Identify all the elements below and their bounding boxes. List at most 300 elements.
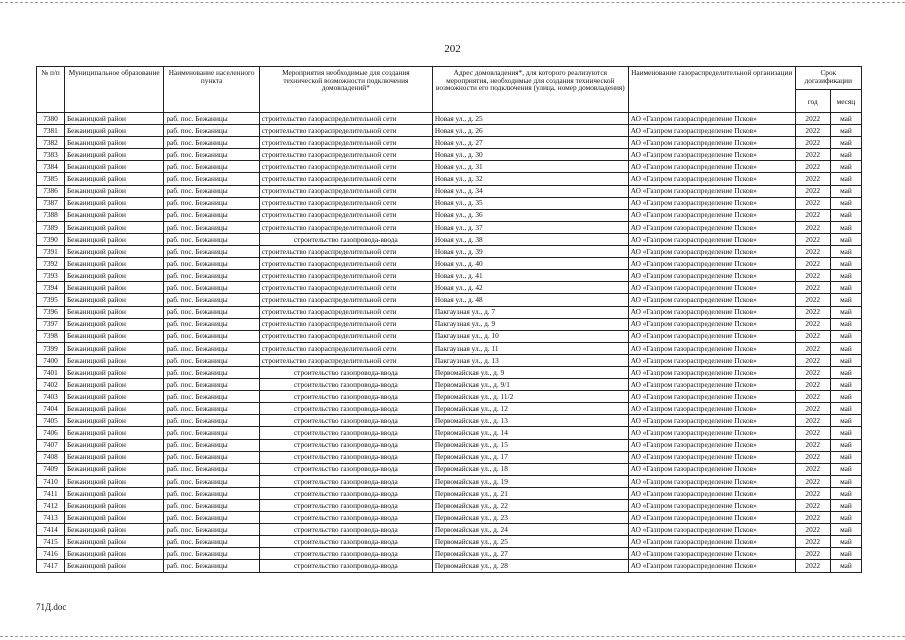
cell-municipality: Бежаницкий район <box>64 161 163 173</box>
cell-num: 7382 <box>37 137 65 149</box>
cell-address: Первомайская ул., д. 27 <box>432 548 628 560</box>
cell-address: Новая ул., д. 40 <box>432 258 628 270</box>
cell-year: 2022 <box>795 149 830 161</box>
table-row <box>37 113 862 125</box>
cell-organization: АО «Газпром газораспределение Псков» <box>628 415 795 427</box>
header-address: Адрес домовладения*, для которого реализуются мероприятия, необходимые для создания технической возможности его подключения (улица, номер домовладения) <box>432 67 628 113</box>
cell-locality: раб. пос. Бежаницы <box>164 403 259 415</box>
cell-locality: раб. пос. Бежаницы <box>164 524 259 536</box>
cell-year: 2022 <box>795 282 830 294</box>
cell-address: Новая ул., д. 26 <box>432 125 628 137</box>
cell-month: май <box>830 500 861 512</box>
cell-organization: АО «Газпром газораспределение Псков» <box>628 487 795 499</box>
cell-organization: АО «Газпром газораспределение Псков» <box>628 342 795 354</box>
cell-organization: АО «Газпром газораспределение Псков» <box>628 366 795 378</box>
cell-activity: строительство газораспределительной сети <box>259 282 432 294</box>
cell-num: 7387 <box>37 197 65 209</box>
cell-organization: АО «Газпром газораспределение Псков» <box>628 548 795 560</box>
cell-num: 7410 <box>37 475 65 487</box>
cell-num: 7401 <box>37 366 65 378</box>
cell-municipality: Бежаницкий район <box>64 270 163 282</box>
scan-edge-top <box>0 2 905 3</box>
cell-activity: строительство газораспределительной сети <box>259 246 432 258</box>
cell-year: 2022 <box>795 475 830 487</box>
cell-month: май <box>830 415 861 427</box>
table-row <box>37 270 862 282</box>
cell-year: 2022 <box>795 379 830 391</box>
cell-municipality: Бежаницкий район <box>64 246 163 258</box>
table-row <box>37 487 862 499</box>
cell-activity: строительство газораспределительной сети <box>259 342 432 354</box>
cell-locality: раб. пос. Бежаницы <box>164 294 259 306</box>
table-row <box>37 415 862 427</box>
cell-num: 7400 <box>37 354 65 366</box>
cell-year: 2022 <box>795 197 830 209</box>
table-row <box>37 161 862 173</box>
cell-month: май <box>830 125 861 137</box>
table-row <box>37 185 862 197</box>
table-row <box>37 282 862 294</box>
table-row <box>37 463 862 475</box>
cell-month: май <box>830 161 861 173</box>
table-row <box>37 475 862 487</box>
cell-municipality: Бежаницкий район <box>64 439 163 451</box>
cell-organization: АО «Газпром газораспределение Псков» <box>628 246 795 258</box>
cell-organization: АО «Газпром газораспределение Псков» <box>628 439 795 451</box>
cell-year: 2022 <box>795 233 830 245</box>
table-row <box>37 125 862 137</box>
table-row <box>37 342 862 354</box>
cell-year: 2022 <box>795 113 830 125</box>
cell-address: Новая ул., д. 30 <box>432 149 628 161</box>
cell-activity: строительство газораспределительной сети <box>259 113 432 125</box>
cell-activity: строительство газораспределительной сети <box>259 185 432 197</box>
cell-locality: раб. пос. Бежаницы <box>164 415 259 427</box>
cell-address: Новая ул., д. 38 <box>432 233 628 245</box>
cell-organization: АО «Газпром газораспределение Псков» <box>628 463 795 475</box>
gasification-table <box>36 66 862 573</box>
cell-month: май <box>830 221 861 233</box>
table-row <box>37 427 862 439</box>
cell-year: 2022 <box>795 318 830 330</box>
cell-num: 7407 <box>37 439 65 451</box>
cell-locality: раб. пос. Бежаницы <box>164 439 259 451</box>
cell-num: 7404 <box>37 403 65 415</box>
table-row <box>37 391 862 403</box>
cell-organization: АО «Газпром газораспределение Псков» <box>628 185 795 197</box>
cell-municipality: Бежаницкий район <box>64 294 163 306</box>
cell-num: 7416 <box>37 548 65 560</box>
cell-month: май <box>830 330 861 342</box>
cell-year: 2022 <box>795 524 830 536</box>
cell-address: Первомайская ул., д. 11/2 <box>432 391 628 403</box>
cell-locality: раб. пос. Бежаницы <box>164 451 259 463</box>
cell-address: Первомайская ул., д. 23 <box>432 512 628 524</box>
cell-month: май <box>830 487 861 499</box>
cell-municipality: Бежаницкий район <box>64 487 163 499</box>
cell-address: Первомайская ул., д. 24 <box>432 524 628 536</box>
cell-year: 2022 <box>795 403 830 415</box>
cell-year: 2022 <box>795 125 830 137</box>
cell-address: Новая ул., д. 27 <box>432 137 628 149</box>
cell-activity: строительство газопровода-ввода <box>259 500 432 512</box>
cell-year: 2022 <box>795 294 830 306</box>
cell-activity: строительство газопровода-ввода <box>259 427 432 439</box>
cell-year: 2022 <box>795 500 830 512</box>
cell-municipality: Бежаницкий район <box>64 536 163 548</box>
cell-locality: раб. пос. Бежаницы <box>164 536 259 548</box>
cell-organization: АО «Газпром газораспределение Псков» <box>628 173 795 185</box>
cell-month: май <box>830 391 861 403</box>
table-row <box>37 330 862 342</box>
cell-address: Первомайская ул., д. 18 <box>432 463 628 475</box>
cell-municipality: Бежаницкий район <box>64 209 163 221</box>
cell-num: 7385 <box>37 173 65 185</box>
cell-locality: раб. пос. Бежаницы <box>164 209 259 221</box>
table-row <box>37 173 862 185</box>
cell-year: 2022 <box>795 391 830 403</box>
cell-month: май <box>830 185 861 197</box>
cell-address: Первомайская ул., д. 25 <box>432 536 628 548</box>
cell-activity: строительство газопровода-ввода <box>259 233 432 245</box>
cell-locality: раб. пос. Бежаницы <box>164 379 259 391</box>
cell-activity: строительство газораспределительной сети <box>259 221 432 233</box>
cell-month: май <box>830 354 861 366</box>
cell-activity: строительство газораспределительной сети <box>259 137 432 149</box>
cell-month: май <box>830 560 861 572</box>
cell-locality: раб. пос. Бежаницы <box>164 233 259 245</box>
table-row <box>37 366 862 378</box>
cell-num: 7392 <box>37 258 65 270</box>
cell-municipality: Бежаницкий район <box>64 500 163 512</box>
table-header <box>37 67 862 113</box>
cell-municipality: Бежаницкий район <box>64 475 163 487</box>
page-number: 202 <box>444 43 461 55</box>
table-row <box>37 512 862 524</box>
table-row <box>37 137 862 149</box>
cell-num: 7408 <box>37 451 65 463</box>
cell-municipality: Бежаницкий район <box>64 548 163 560</box>
cell-month: май <box>830 209 861 221</box>
cell-year: 2022 <box>795 221 830 233</box>
cell-month: май <box>830 512 861 524</box>
header-locality: Наименование населенного пункта <box>164 67 259 113</box>
table-row <box>37 500 862 512</box>
cell-municipality: Бежаницкий район <box>64 403 163 415</box>
cell-num: 7389 <box>37 221 65 233</box>
cell-organization: АО «Газпром газораспределение Псков» <box>628 233 795 245</box>
cell-organization: АО «Газпром газораспределение Псков» <box>628 161 795 173</box>
table-row <box>37 379 862 391</box>
cell-municipality: Бежаницкий район <box>64 282 163 294</box>
cell-month: май <box>830 113 861 125</box>
cell-organization: АО «Газпром газораспределение Псков» <box>628 258 795 270</box>
cell-num: 7403 <box>37 391 65 403</box>
cell-locality: раб. пос. Бежаницы <box>164 318 259 330</box>
cell-month: май <box>830 270 861 282</box>
cell-address: Первомайская ул., д. 28 <box>432 560 628 572</box>
cell-month: май <box>830 149 861 161</box>
cell-municipality: Бежаницкий район <box>64 391 163 403</box>
cell-activity: строительство газопровода-ввода <box>259 475 432 487</box>
cell-municipality: Бежаницкий район <box>64 185 163 197</box>
cell-municipality: Бежаницкий район <box>64 197 163 209</box>
cell-activity: строительство газораспределительной сети <box>259 125 432 137</box>
cell-num: 7383 <box>37 149 65 161</box>
cell-activity: строительство газопровода-ввода <box>259 463 432 475</box>
cell-address: Пакгаузная ул., д. 7 <box>432 306 628 318</box>
cell-municipality: Бежаницкий район <box>64 463 163 475</box>
cell-address: Пакгаузная ул., д. 9 <box>432 318 628 330</box>
cell-num: 7399 <box>37 342 65 354</box>
cell-num: 7414 <box>37 524 65 536</box>
cell-organization: АО «Газпром газораспределение Псков» <box>628 403 795 415</box>
cell-month: май <box>830 439 861 451</box>
cell-activity: строительство газораспределительной сети <box>259 270 432 282</box>
cell-address: Пакгаузная ул., д. 10 <box>432 330 628 342</box>
header-activity: Мероприятия необходимые для создания технической возможности подключения домовладений* <box>259 67 432 113</box>
cell-organization: АО «Газпром газораспределение Псков» <box>628 451 795 463</box>
table-row <box>37 246 862 258</box>
cell-year: 2022 <box>795 451 830 463</box>
cell-year: 2022 <box>795 354 830 366</box>
cell-address: Новая ул., д. 39 <box>432 246 628 258</box>
header-year: год <box>795 90 830 113</box>
cell-num: 7412 <box>37 500 65 512</box>
cell-year: 2022 <box>795 487 830 499</box>
cell-year: 2022 <box>795 161 830 173</box>
table-row <box>37 306 862 318</box>
cell-year: 2022 <box>795 415 830 427</box>
cell-num: 7396 <box>37 306 65 318</box>
cell-num: 7405 <box>37 415 65 427</box>
cell-month: май <box>830 318 861 330</box>
header-month: месяц <box>830 90 861 113</box>
cell-activity: строительство газораспределительной сети <box>259 330 432 342</box>
cell-activity: строительство газопровода-ввода <box>259 439 432 451</box>
cell-organization: АО «Газпром газораспределение Псков» <box>628 294 795 306</box>
cell-activity: строительство газораспределительной сети <box>259 294 432 306</box>
table-row <box>37 524 862 536</box>
cell-municipality: Бежаницкий район <box>64 415 163 427</box>
cell-month: май <box>830 233 861 245</box>
cell-locality: раб. пос. Бежаницы <box>164 354 259 366</box>
table-row <box>37 548 862 560</box>
cell-municipality: Бежаницкий район <box>64 221 163 233</box>
cell-month: май <box>830 366 861 378</box>
cell-municipality: Бежаницкий район <box>64 125 163 137</box>
cell-activity: строительство газораспределительной сети <box>259 149 432 161</box>
cell-address: Новая ул., д. 32 <box>432 173 628 185</box>
cell-locality: раб. пос. Бежаницы <box>164 512 259 524</box>
cell-locality: раб. пос. Бежаницы <box>164 221 259 233</box>
cell-organization: АО «Газпром газораспределение Псков» <box>628 282 795 294</box>
cell-organization: АО «Газпром газораспределение Псков» <box>628 475 795 487</box>
table-row <box>37 560 862 572</box>
cell-year: 2022 <box>795 512 830 524</box>
cell-locality: раб. пос. Бежаницы <box>164 258 259 270</box>
cell-activity: строительство газораспределительной сети <box>259 306 432 318</box>
cell-locality: раб. пос. Бежаницы <box>164 500 259 512</box>
cell-year: 2022 <box>795 270 830 282</box>
cell-month: май <box>830 173 861 185</box>
cell-locality: раб. пос. Бежаницы <box>164 548 259 560</box>
cell-locality: раб. пос. Бежаницы <box>164 185 259 197</box>
cell-locality: раб. пос. Бежаницы <box>164 197 259 209</box>
cell-num: 7393 <box>37 270 65 282</box>
cell-month: май <box>830 463 861 475</box>
cell-locality: раб. пос. Бежаницы <box>164 173 259 185</box>
cell-locality: раб. пос. Бежаницы <box>164 391 259 403</box>
cell-locality: раб. пос. Бежаницы <box>164 463 259 475</box>
cell-locality: раб. пос. Бежаницы <box>164 366 259 378</box>
cell-year: 2022 <box>795 366 830 378</box>
cell-activity: строительство газопровода-ввода <box>259 536 432 548</box>
cell-year: 2022 <box>795 306 830 318</box>
cell-organization: АО «Газпром газораспределение Псков» <box>628 209 795 221</box>
cell-num: 7413 <box>37 512 65 524</box>
cell-locality: раб. пос. Бежаницы <box>164 330 259 342</box>
cell-month: май <box>830 379 861 391</box>
cell-activity: строительство газопровода-ввода <box>259 524 432 536</box>
cell-locality: раб. пос. Бежаницы <box>164 487 259 499</box>
header-num: № п/п <box>37 67 65 113</box>
cell-year: 2022 <box>795 536 830 548</box>
cell-address: Новая ул., д. 31 <box>432 161 628 173</box>
cell-municipality: Бежаницкий район <box>64 318 163 330</box>
cell-organization: АО «Газпром газораспределение Псков» <box>628 379 795 391</box>
cell-activity: строительство газопровода-ввода <box>259 415 432 427</box>
cell-organization: АО «Газпром газораспределение Псков» <box>628 306 795 318</box>
cell-num: 7386 <box>37 185 65 197</box>
cell-address: Новая ул., д. 34 <box>432 185 628 197</box>
cell-num: 7397 <box>37 318 65 330</box>
cell-year: 2022 <box>795 427 830 439</box>
cell-locality: раб. пос. Бежаницы <box>164 475 259 487</box>
cell-municipality: Бежаницкий район <box>64 512 163 524</box>
cell-year: 2022 <box>795 137 830 149</box>
cell-address: Первомайская ул., д. 9/1 <box>432 379 628 391</box>
cell-organization: АО «Газпром газораспределение Псков» <box>628 512 795 524</box>
cell-year: 2022 <box>795 246 830 258</box>
cell-num: 7406 <box>37 427 65 439</box>
cell-activity: строительство газопровода-ввода <box>259 548 432 560</box>
cell-activity: строительство газопровода-ввода <box>259 560 432 572</box>
cell-activity: строительство газопровода-ввода <box>259 451 432 463</box>
table-row <box>37 294 862 306</box>
cell-municipality: Бежаницкий район <box>64 427 163 439</box>
scan-edge-bottom <box>0 636 905 637</box>
cell-organization: АО «Газпром газораспределение Псков» <box>628 221 795 233</box>
cell-month: май <box>830 451 861 463</box>
cell-locality: раб. пос. Бежаницы <box>164 306 259 318</box>
cell-activity: строительство газораспределительной сети <box>259 209 432 221</box>
cell-address: Первомайская ул., д. 21 <box>432 487 628 499</box>
cell-month: май <box>830 197 861 209</box>
cell-address: Первомайская ул., д. 15 <box>432 439 628 451</box>
cell-locality: раб. пос. Бежаницы <box>164 246 259 258</box>
cell-activity: строительство газопровода-ввода <box>259 512 432 524</box>
cell-activity: строительство газораспределительной сети <box>259 173 432 185</box>
cell-activity: строительство газопровода-ввода <box>259 403 432 415</box>
cell-locality: раб. пос. Бежаницы <box>164 149 259 161</box>
cell-year: 2022 <box>795 185 830 197</box>
table-row <box>37 354 862 366</box>
cell-organization: АО «Газпром газораспределение Псков» <box>628 536 795 548</box>
cell-year: 2022 <box>795 173 830 185</box>
cell-address: Новая ул., д. 48 <box>432 294 628 306</box>
cell-num: 7391 <box>37 246 65 258</box>
cell-municipality: Бежаницкий район <box>64 149 163 161</box>
cell-num: 7415 <box>37 536 65 548</box>
cell-month: май <box>830 282 861 294</box>
cell-address: Первомайская ул., д. 12 <box>432 403 628 415</box>
cell-num: 7402 <box>37 379 65 391</box>
cell-activity: строительство газопровода-ввода <box>259 391 432 403</box>
cell-activity: строительство газораспределительной сети <box>259 318 432 330</box>
header-organization: Наименование газораспределительной организации <box>628 67 795 113</box>
cell-organization: АО «Газпром газораспределение Псков» <box>628 500 795 512</box>
cell-address: Новая ул., д. 35 <box>432 197 628 209</box>
cell-organization: АО «Газпром газораспределение Псков» <box>628 524 795 536</box>
cell-municipality: Бежаницкий район <box>64 524 163 536</box>
cell-organization: АО «Газпром газораспределение Псков» <box>628 149 795 161</box>
header-term: Срок догазификации <box>795 67 861 90</box>
cell-municipality: Бежаницкий район <box>64 258 163 270</box>
cell-year: 2022 <box>795 209 830 221</box>
cell-num: 7390 <box>37 233 65 245</box>
table-row <box>37 318 862 330</box>
cell-municipality: Бежаницкий район <box>64 342 163 354</box>
cell-month: май <box>830 246 861 258</box>
cell-locality: раб. пос. Бежаницы <box>164 125 259 137</box>
cell-year: 2022 <box>795 258 830 270</box>
cell-num: 7398 <box>37 330 65 342</box>
cell-locality: раб. пос. Бежаницы <box>164 342 259 354</box>
cell-municipality: Бежаницкий район <box>64 366 163 378</box>
cell-month: май <box>830 548 861 560</box>
cell-num: 7411 <box>37 487 65 499</box>
cell-month: май <box>830 137 861 149</box>
cell-month: май <box>830 258 861 270</box>
cell-locality: раб. пос. Бежаницы <box>164 282 259 294</box>
table-row <box>37 258 862 270</box>
cell-organization: АО «Газпром газораспределение Псков» <box>628 330 795 342</box>
cell-address: Новая ул., д. 36 <box>432 209 628 221</box>
cell-municipality: Бежаницкий район <box>64 379 163 391</box>
cell-num: 7388 <box>37 209 65 221</box>
cell-organization: АО «Газпром газораспределение Псков» <box>628 137 795 149</box>
header-municipality: Муниципальное образование <box>64 67 163 113</box>
footer-filename: 71Д.doc <box>36 602 67 612</box>
cell-address: Новая ул., д. 37 <box>432 221 628 233</box>
cell-year: 2022 <box>795 548 830 560</box>
cell-year: 2022 <box>795 342 830 354</box>
cell-activity: строительство газопровода-ввода <box>259 379 432 391</box>
table-body <box>37 113 862 573</box>
table-row <box>37 197 862 209</box>
cell-month: май <box>830 427 861 439</box>
cell-address: Новая ул., д. 41 <box>432 270 628 282</box>
cell-year: 2022 <box>795 439 830 451</box>
cell-municipality: Бежаницкий район <box>64 173 163 185</box>
cell-municipality: Бежаницкий район <box>64 113 163 125</box>
cell-address: Первомайская ул., д. 19 <box>432 475 628 487</box>
cell-municipality: Бежаницкий район <box>64 330 163 342</box>
table-row <box>37 233 862 245</box>
cell-num: 7395 <box>37 294 65 306</box>
table-row <box>37 403 862 415</box>
